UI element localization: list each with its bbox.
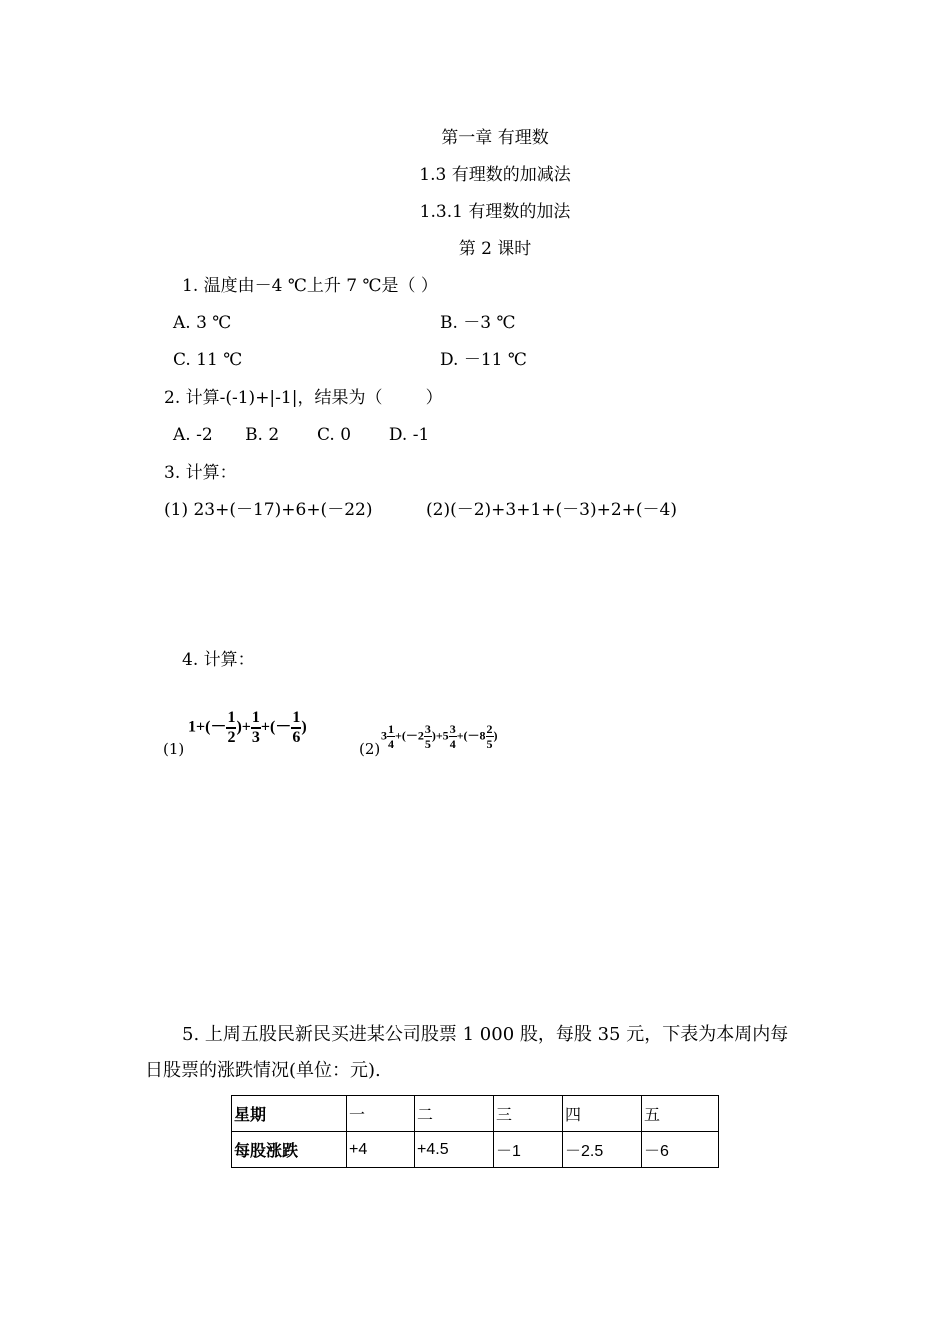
- table-cell: +4: [347, 1132, 415, 1168]
- q4-stem: 4. 计算：: [182, 650, 255, 670]
- table-cell: 星期: [232, 1096, 347, 1132]
- q1-option-b: B. －3 ℃: [440, 313, 516, 333]
- expr1-text: )+: [236, 718, 251, 736]
- q1-option-c: C. 11 ℃: [173, 350, 243, 370]
- q3-part1: (1) 23+(－17)+6+(－22): [164, 500, 373, 520]
- q5-line2: 日股票的涨跌情况(单位：元).: [145, 1060, 381, 1081]
- expr2-text: +(－8: [456, 728, 486, 743]
- q4-part1-label: (1): [163, 740, 185, 758]
- table-cell: 四: [563, 1096, 642, 1132]
- table-cell: 三: [494, 1096, 563, 1132]
- fraction: $\frac{1}{3}$: [251, 709, 260, 746]
- expr2-text: )+5: [431, 728, 449, 743]
- lesson-title: 第 2 课时: [458, 239, 532, 259]
- fraction: $\frac{1}{2}$: [227, 709, 236, 746]
- table-cell: －1: [494, 1132, 563, 1168]
- table-row: [232, 1096, 719, 1132]
- fraction: $\frac{1}{6}$: [292, 709, 301, 746]
- table-cell: －6: [642, 1132, 719, 1168]
- expr1-text: ): [301, 718, 307, 736]
- q4-expression-1: [188, 710, 307, 746]
- q1-stem: 1. 温度由－4 ℃上升 7 ℃是（ ）: [182, 276, 438, 296]
- q2-stem: 2. 计算-(-1)+|-1|，结果为（ ）: [164, 388, 443, 408]
- q3-part2: (2)(－2)+3+1+(－3)+2+(－4): [426, 500, 677, 520]
- section-title: 1.3 有理数的加减法: [419, 165, 571, 185]
- expr2-text: +(－2: [395, 728, 424, 743]
- chapter-title: 第一章 有理数: [441, 128, 549, 148]
- table-cell: 五: [642, 1096, 719, 1132]
- q5-line1: 5. 上周五股民新民买进某公司股票 1 000 股，每股 35 元，下表为本周内每: [182, 1024, 789, 1045]
- table-cell: +4.5: [415, 1132, 494, 1168]
- table-cell: 一: [347, 1096, 415, 1132]
- table-cell: 二: [415, 1096, 494, 1132]
- fraction: $\frac{3}{4}$: [449, 722, 456, 751]
- fraction: $\frac{1}{4}$: [388, 722, 394, 751]
- stock-change-table: [231, 1095, 719, 1168]
- subsection-title: 1.3.1 有理数的加法: [419, 202, 571, 222]
- q2-options: A. -2 B. 2 C. 0 D. -1: [173, 425, 430, 445]
- table-cell: 每股涨跌: [232, 1132, 347, 1168]
- expr1-text: 1+(－: [188, 718, 227, 736]
- q1-option-d: D. －11 ℃: [440, 350, 527, 370]
- q1-option-a: A. 3 ℃: [173, 313, 232, 333]
- q4-expression-2: 3 $\frac{1}{4}$ +(－2 $\frac{3}{5}$ )+5 $\frac{3}{4}$ +(－8 $\frac{2}{5}$ ): [381, 722, 498, 751]
- table-row: [232, 1132, 719, 1168]
- expr1-text: +(－: [260, 718, 292, 736]
- fraction: $\frac{3}{5}$: [424, 722, 431, 751]
- expr2-text: ): [493, 728, 498, 743]
- q3-stem: 3. 计算：: [164, 463, 237, 483]
- table-cell: －2.5: [563, 1132, 642, 1168]
- fraction: $\frac{2}{5}$: [486, 722, 493, 751]
- q4-part2-label: (2): [359, 740, 381, 758]
